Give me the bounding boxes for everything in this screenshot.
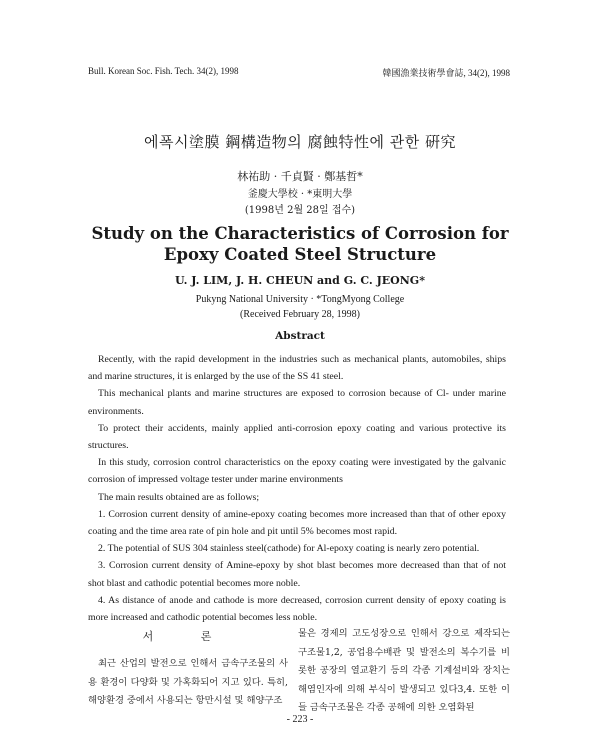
page-number: - 223 - <box>286 714 314 725</box>
abstract-paragraph: 2. The potential of SUS 304 stainless steel(cathode) for Al-epoxy coating is nearly zero potential. <box>98 543 480 555</box>
abstract-paragraph: 4. As distance of anode and cathode is more decreased, corrosion current density of epoxy coating is more increased and cathodic potential becomes less noble. <box>88 594 506 624</box>
abstract-heading: Abstract <box>275 330 325 342</box>
journal-header-right: 韓國漁業技術學會誌, 34(2), 1998 <box>382 68 510 78</box>
abstract-paragraph: Recently, with the rapid development in the industries such as mechanical plants, automobiles, ships and marine structures, it is enlarged by the use of the SS 41 steel. <box>88 354 506 383</box>
title-english: Study on the Characteristics of Corrosion for Epoxy Coated Steel Structure <box>91 224 509 264</box>
affiliation-korean: 釜慶大學校 · *東明大學 <box>247 189 353 200</box>
abstract-paragraph: The main results obtained are as follows; <box>98 491 260 503</box>
abstract-paragraph: This mechanical plants and marine structures are exposed to corrosion because of Cl- under marine environments. <box>88 388 506 417</box>
intro-left-column: 최근 산업의 발전으로 인해서 금속구조물의 사용 환경이 다양화 및 가혹화되어 지고 있다. 특히, 해양환경 중에서 사용되는 항만시설 및 해양구조 <box>88 658 288 707</box>
received-date-english: (Received February 28, 1998) <box>240 309 360 320</box>
authors-english: U. J. LIM, J. H. CHEUN and G. C. JEONG* <box>175 274 425 287</box>
received-date-korean: (1998년 2월 28일 접수) <box>244 205 356 216</box>
affiliation-english: Pukyng National University · *TongMyong College <box>195 294 405 305</box>
authors-korean: 林祐助 · 千貞賢 · 鄭基哲* <box>237 170 363 183</box>
abstract-paragraph: In this study, corrosion control characteristics on the epoxy coating were investigated by the galvanic corrosion of impressed voltage tester under marine environments <box>88 457 506 486</box>
abstract-paragraph: 1. Corrosion current density of amine-epoxy coating becomes more increased than that of other epoxy coating and the time area rate of pin hole and pit until 5% becomes most rapid. <box>88 508 506 538</box>
title-korean: 에폭시塗膜 鋼構造物의 腐蝕特性에 관한 硏究 <box>143 133 456 151</box>
abstract-paragraph: To protect their accidents, mainly applied anti-corrosion epoxy coating and various protective its structures. <box>88 422 506 452</box>
section-title-introduction: 서 론 <box>142 630 234 643</box>
journal-header-left: Bull. Korean Soc. Fish. Tech. 34(2), 1998 <box>88 66 239 76</box>
abstract-paragraph: 3. Corrosion current density of Amine-epoxy by shot blast becomes more decreased than that of not shot blast and cathodic potential becomes more noble. <box>88 560 506 589</box>
intro-right-column: 물은 경제의 고도성장으로 인해서 강으로 제작되는 구조물1,2, 공업용수배관 및 발전소의 복수기를 비롯한 공장의 열교환기 등의 각종 기계설비와 장치는 해염인자에 의해 부식이 발생되고 있다3,4. 또한 이들 금속구조물은 각종 공해에 의한 오염화된 <box>298 628 510 714</box>
abstract-body <box>88 351 506 626</box>
